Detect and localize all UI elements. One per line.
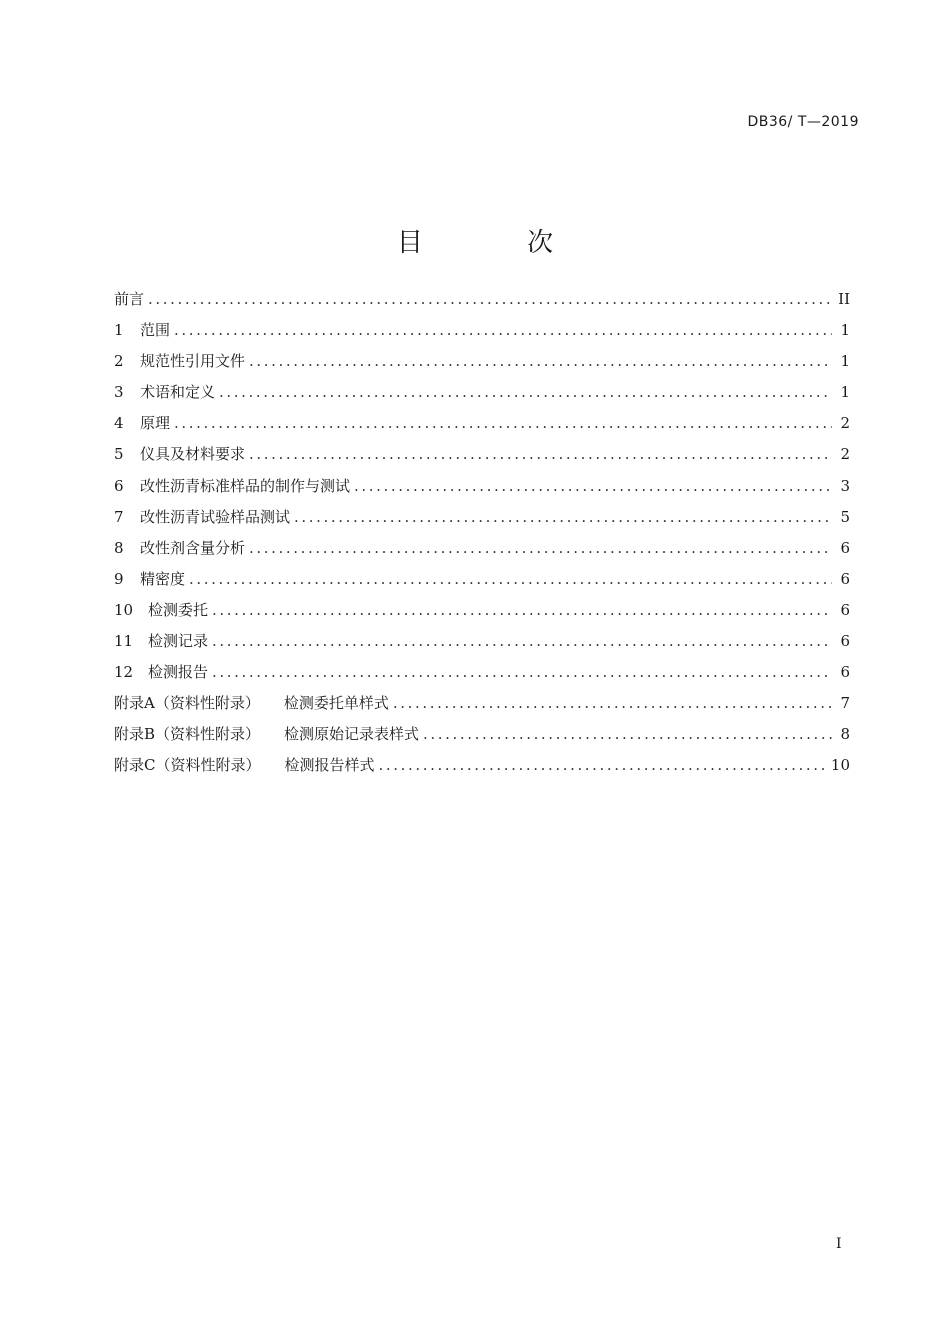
- toc-item-label: 检测委托: [148, 600, 209, 619]
- toc-leader-dots: [174, 408, 832, 439]
- page-title: 目 次: [396, 228, 602, 259]
- toc-item-label: 改性沥青标准样品的制作与测试: [140, 476, 351, 495]
- toc-item-page: II: [838, 290, 850, 308]
- toc-item-page: 1: [840, 321, 850, 340]
- toc-item-10[interactable]: [114, 595, 850, 626]
- toc-item-number: 2: [114, 352, 124, 371]
- toc-item-label: 检测原始记录表样式: [284, 725, 420, 744]
- toc-item-number: 8: [114, 538, 124, 557]
- toc-item-label: 改性剂含量分析: [140, 538, 246, 557]
- toc-item-page: 10: [830, 756, 850, 775]
- toc-item-annex-b[interactable]: [114, 719, 850, 750]
- toc-leader-dots: [423, 719, 832, 750]
- toc-item-page: 1: [840, 352, 850, 371]
- toc-item-page: 3: [840, 476, 850, 495]
- toc-item-number: 10: [114, 600, 134, 619]
- toc-item-annex-c[interactable]: [114, 750, 850, 781]
- toc-item-label: 仪具及材料要求: [140, 445, 246, 464]
- toc-annex-designation: 附录B（资料性附录）: [114, 725, 261, 744]
- toc-leader-dots: [148, 284, 832, 315]
- toc-item-1[interactable]: [114, 315, 850, 346]
- toc-item-page: 1: [840, 383, 850, 402]
- toc-item-label: 检测报告: [148, 663, 209, 682]
- toc-item-annex-a[interactable]: [114, 688, 850, 719]
- toc-leader-dots: [294, 502, 832, 533]
- toc-leader-dots: [174, 315, 832, 346]
- page-number: I: [836, 1236, 842, 1252]
- toc-leader-dots: [212, 626, 832, 657]
- toc-item-6[interactable]: [114, 471, 850, 502]
- toc-item-preface[interactable]: [114, 284, 850, 315]
- toc-item-page: 6: [840, 632, 850, 651]
- toc-item-label: 检测记录: [148, 632, 209, 651]
- toc-leader-dots: [379, 750, 825, 781]
- toc-leader-dots: [212, 595, 832, 626]
- toc-leader-dots: [219, 377, 832, 408]
- toc-item-page: 6: [840, 663, 850, 682]
- toc-annex-designation: 附录C（资料性附录）: [114, 756, 261, 775]
- toc-item-label: 范围: [140, 321, 171, 340]
- toc-item-page: 2: [840, 445, 850, 464]
- toc-item-page: 6: [840, 569, 850, 588]
- document-code: DB36/ T—2019: [747, 114, 859, 130]
- toc-leader-dots: [249, 439, 832, 470]
- toc-leader-dots: [393, 688, 832, 719]
- toc-item-number: 11: [114, 632, 134, 651]
- toc-item-page: 5: [840, 507, 850, 526]
- toc-item-page: 6: [840, 600, 850, 619]
- toc-leader-dots: [249, 533, 832, 564]
- toc-item-11[interactable]: [114, 626, 850, 657]
- toc-item-page: 8: [840, 725, 850, 744]
- toc-leader-dots: [249, 346, 832, 377]
- toc-item-number: 4: [114, 414, 124, 433]
- toc-item-page: 2: [840, 414, 850, 433]
- toc-item-number: 9: [114, 569, 124, 588]
- toc-item-page: 6: [840, 538, 850, 557]
- toc-leader-dots: [354, 471, 832, 502]
- toc-item-label: 检测委托单样式: [283, 694, 389, 713]
- toc-item-label: 精密度: [140, 569, 186, 588]
- toc-item-label: 前言: [114, 290, 145, 308]
- toc-leader-dots: [189, 564, 832, 595]
- toc-item-number: 3: [114, 383, 124, 402]
- toc-item-label: 原理: [140, 414, 171, 433]
- toc-item-5[interactable]: [114, 439, 850, 470]
- toc-item-3[interactable]: [114, 377, 850, 408]
- toc-leader-dots: [212, 657, 832, 688]
- toc-item-number: 5: [114, 445, 124, 464]
- table-of-contents: [114, 284, 850, 782]
- toc-item-8[interactable]: [114, 533, 850, 564]
- toc-item-4[interactable]: [114, 408, 850, 439]
- toc-item-7[interactable]: [114, 502, 850, 533]
- toc-item-9[interactable]: [114, 564, 850, 595]
- toc-item-label: 改性沥青试验样品测试: [140, 507, 291, 526]
- toc-item-number: 12: [114, 663, 134, 682]
- toc-item-label: 术语和定义: [140, 383, 216, 402]
- toc-item-page: 7: [840, 694, 850, 713]
- toc-item-12[interactable]: [114, 657, 850, 688]
- toc-item-number: 6: [114, 476, 124, 495]
- toc-item-number: 1: [114, 321, 124, 340]
- toc-item-number: 7: [114, 507, 124, 526]
- toc-item-label: 检测报告样式: [284, 756, 375, 775]
- toc-annex-designation: 附录A（资料性附录）: [114, 694, 260, 713]
- toc-item-2[interactable]: [114, 346, 850, 377]
- toc-item-label: 规范性引用文件: [140, 352, 246, 371]
